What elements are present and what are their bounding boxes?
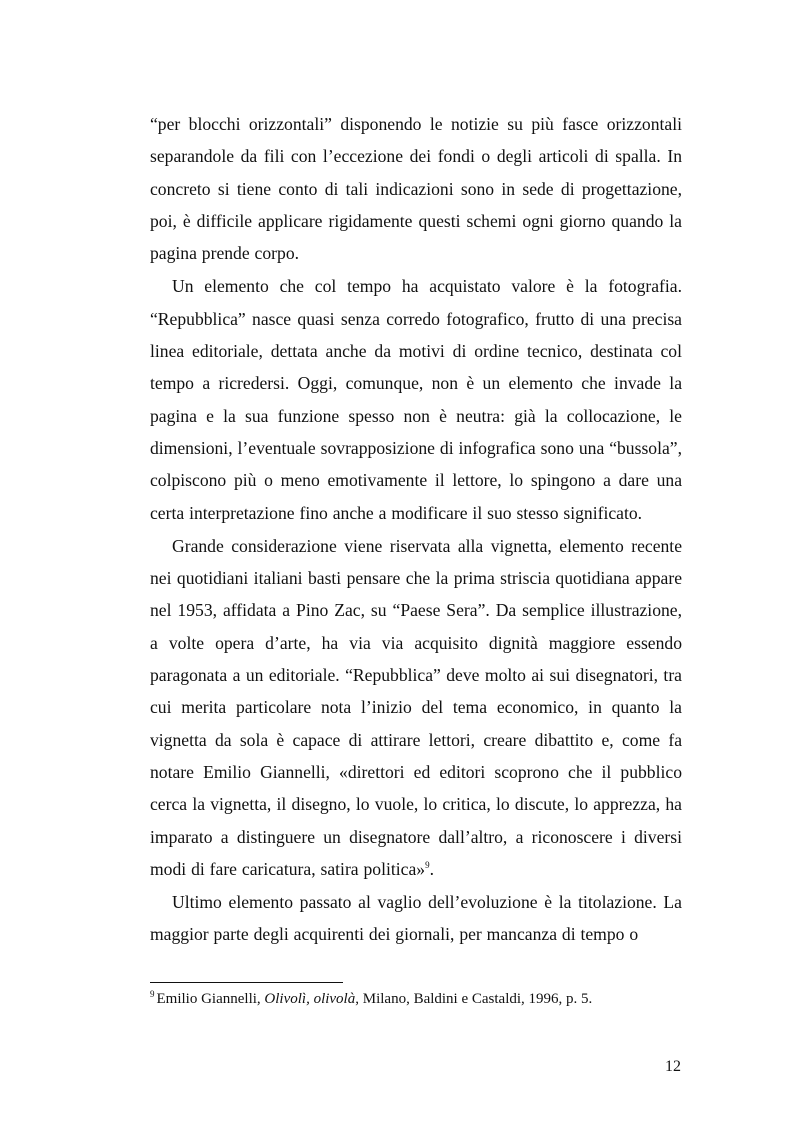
paragraph-photography: Un elemento che col tempo ha acquistato valore è la fotografia. “Repubblica” nasce quasi senza corredo fotografico, frutto di una precisa linea editoriale, dettata anche da motivi di ordine tecnico, destinata col tempo a ricredersi. Oggi, comunque, non è un elemento che invade la pagina e la sua funzione spesso non è neutra: già la collocazione, le dimensioni, l’eventuale sovrapposizione di infografica sono una “bussola”, colpiscono più o meno emotivamente il lettore, lo spingono a dare una certa interpretazione fino anche a modificare il suo stesso significato. xyxy=(150,276,682,523)
footnote-divider xyxy=(150,982,343,983)
footnote xyxy=(150,989,710,1009)
page-body xyxy=(150,108,682,951)
footnote-author: Emilio Giannelli, xyxy=(156,991,265,1007)
footnote-publication: , Milano, Baldini e Castaldi, 1996, p. 5. xyxy=(355,991,593,1007)
footnote-title: Olivolì, olivolà xyxy=(264,991,356,1007)
paragraph-headlines: Ultimo elemento passato al vaglio dell’evoluzione è la titolazione. La maggior parte degli acquirenti dei giornali, per mancanza di tempo o xyxy=(150,892,682,945)
paragraph-cartoon-text: Grande considerazione viene riservata alla vignetta, elemento recente nei quotidiani italiani basti pensare che la prima striscia quotidiana appare nel 1953, affidata a Pino Zac, su “Paese Sera”. Da semplice illustrazione, a volte opera d’arte, ha via via acquisito dignità maggiore essendo paragonata a un editoriale. “Repubblica” deve molto ai sui disegnatori, tra cui merita particolare nota l’inizio del tema economico, in quanto la vignetta da sola è capace di attirare lettori, creare dibattito e, come fa notare Emilio Giannelli, «direttori ed editori scoprono che il pubblico cerca la vignetta, il disegno, lo vuole, lo critica, lo discute, lo apprezza, ha imparato a distinguere un disegnatore dall’altro, a riconoscere i diversi modi di fare caricatura, satira politica» xyxy=(150,535,682,879)
paragraph-continuation: “per blocchi orizzontali” disponendo le notizie su più fasce orizzontali separandole da fili con l’eccezione dei fondi o degli articoli di spalla. In concreto si tiene conto di tali indicazioni sono in sede di progettazione, poi, è difficile applicare rigidamente questi schemi ogni giorno quando la pagina prende corpo. xyxy=(150,114,682,264)
footnote-reference[interactable]: 9 xyxy=(425,859,430,870)
paragraph-cartoon: Grande considerazione viene riservata alla vignetta, elemento recente nei quotidiani italiani basti pensare che la prima striscia quotidiana appare nel 1953, affidata a Pino Zac, su “Paese Sera”. Da semplice illustrazione, a volte opera d’arte, ha via via acquisito dignità maggiore essendo paragonata a un editoriale. “Repubblica” deve molto ai sui disegnatori, tra cui merita particolare nota l’inizio del tema economico, in quanto la vignetta da sola è capace di attirare lettori, creare dibattito e, come fa notare Emilio Giannelli, «direttori ed editori scoprono che il pubblico cerca la vignetta, il disegno, lo vuole, lo critica, lo discute, lo apprezza, ha imparato a distinguere un disegnatore dall’altro, a riconoscere i diversi modi di fare caricatura, satira politica»$^9$. xyxy=(150,535,682,879)
footnote-number: 9 xyxy=(150,989,155,999)
page-number: 12 xyxy=(665,1058,681,1075)
